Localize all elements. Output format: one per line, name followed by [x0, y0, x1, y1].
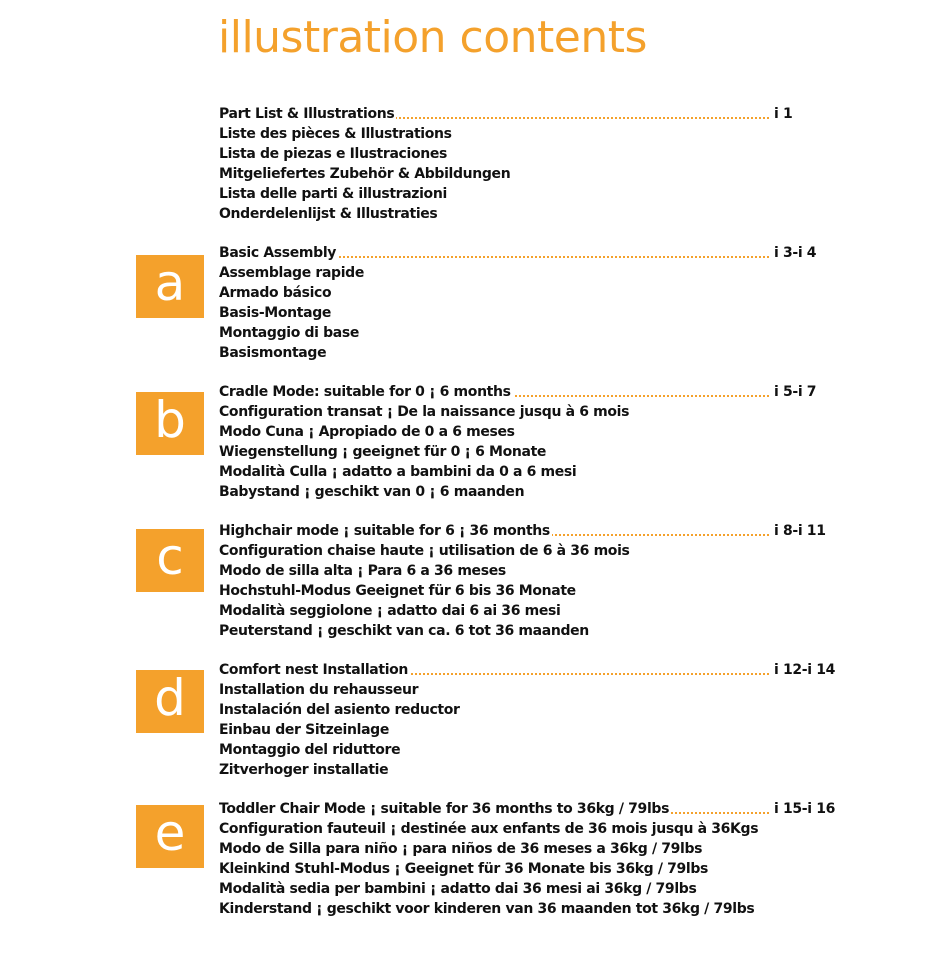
section-letter-badge: a: [136, 255, 204, 318]
toc-translation: Kinderstand ¡ geschikt voor kinderen van 36 maanden tot 36kg / 79lbs: [219, 901, 755, 917]
toc-translation: Modalità sedia per bambini ¡ adatto dai 36 mesi ai 36kg / 79lbs: [219, 881, 697, 897]
page-title: illustration contents: [218, 12, 647, 63]
toc-heading: Toddler Chair Mode ¡ suitable for 36 months to 36kg / 79lbs: [219, 801, 670, 817]
toc-translation: Wiegenstellung ¡ geeignet für 0 ¡ 6 Monate: [219, 444, 547, 460]
toc-translation: Basis-Montage: [219, 305, 332, 321]
toc-translation: Instalación del asiento reductor: [219, 702, 460, 718]
toc-lines: [219, 382, 769, 502]
toc-lines: [219, 104, 769, 224]
toc-translation: Assemblage rapide: [219, 265, 364, 281]
toc-translation: Einbau der Sitzeinlage: [219, 722, 389, 738]
toc-translation: Hochstuhl-Modus Geeignet für 6 bis 36 Monate: [219, 583, 576, 599]
toc-heading: Basic Assembly: [219, 245, 337, 261]
toc-translation: Modo de Silla para niño ¡ para niños de 36 meses a 36kg / 79lbs: [219, 841, 703, 857]
toc-heading-line: [219, 799, 769, 819]
toc-translation: Babystand ¡ geschikt van 0 ¡ 6 maanden: [219, 484, 525, 500]
toc-lines: [219, 243, 769, 363]
toc-page-range: i 3-i 4: [774, 245, 817, 261]
toc-page-range: i 5-i 7: [774, 384, 817, 400]
toc-heading: Highchair mode ¡ suitable for 6 ¡ 36 months: [219, 523, 550, 539]
toc-heading-line: [219, 104, 769, 124]
section-letter-badge: b: [136, 392, 204, 455]
toc-translation: Peuterstand ¡ geschikt van ca. 6 tot 36 maanden: [219, 623, 589, 639]
toc-translation: Configuration fauteuil ¡ destinée aux enfants de 36 mois jusqu à 36Kgs: [219, 821, 759, 837]
toc-page-range: i 8-i 11: [774, 523, 826, 539]
toc-translation: Armado básico: [219, 285, 332, 301]
section-letter-badge: d: [136, 670, 204, 733]
toc-page-range: i 12-i 14: [774, 662, 835, 678]
toc-lines: [219, 799, 769, 919]
section-letter-badge: c: [136, 529, 204, 592]
toc-translation: Modalità seggiolone ¡ adatto dai 6 ai 36 mesi: [219, 603, 561, 619]
toc-translation: Lista de piezas e Ilustraciones: [219, 146, 447, 162]
toc-heading-line: [219, 521, 769, 541]
toc-translation: Installation du rehausseur: [219, 682, 419, 698]
toc-translation: Onderdelenlijst & Illustraties: [219, 206, 438, 222]
section-letter-badge: e: [136, 805, 204, 868]
toc-translation: Basismontage: [219, 345, 327, 361]
toc-translation: Configuration chaise haute ¡ utilisation de 6 à 36 mois: [219, 543, 630, 559]
toc-translation: Kleinkind Stuhl-Modus ¡ Geeignet für 36 Monate bis 36kg / 79lbs: [219, 861, 709, 877]
toc-heading: Part List & Illustrations: [219, 106, 395, 122]
toc-translation: Modo Cuna ¡ Apropiado de 0 a 6 meses: [219, 424, 515, 440]
toc-translation: Liste des pièces & Illustrations: [219, 126, 452, 142]
toc-page-range: i 15-i 16: [774, 801, 835, 817]
toc-translation: Montaggio di base: [219, 325, 360, 341]
toc-translation: Configuration transat ¡ De la naissance jusqu à 6 mois: [219, 404, 630, 420]
toc-translation: Lista delle parti & illustrazioni: [219, 186, 447, 202]
toc-lines: [219, 660, 769, 780]
toc-heading-line: [219, 660, 769, 680]
toc-translation: Montaggio del riduttore: [219, 742, 401, 758]
toc-heading-line: [219, 243, 769, 263]
toc-page-range: i 1: [774, 106, 793, 122]
toc-heading: Comfort nest Installation: [219, 662, 409, 678]
toc-lines: [219, 521, 769, 641]
toc-heading-line: [219, 382, 769, 402]
toc-heading: Cradle Mode: suitable for 0 ¡ 6 months: [219, 384, 511, 400]
toc-translation: Mitgeliefertes Zubehör & Abbildungen: [219, 166, 511, 182]
toc-translation: Modo de silla alta ¡ Para 6 a 36 meses: [219, 563, 506, 579]
toc-translation: Modalità Culla ¡ adatto a bambini da 0 a 6 mesi: [219, 464, 577, 480]
toc-translation: Zitverhoger installatie: [219, 762, 389, 778]
